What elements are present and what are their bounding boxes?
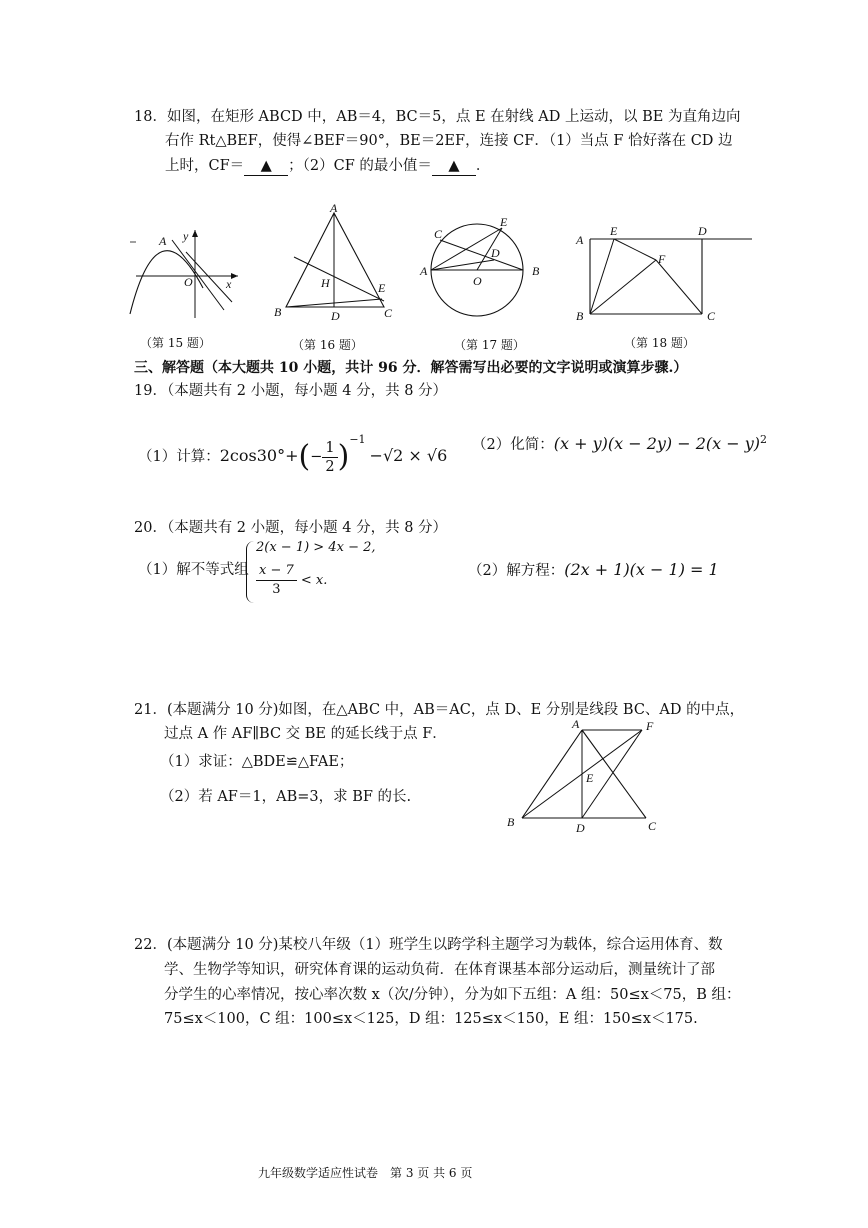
answer-blank-2: ▲ bbox=[432, 157, 476, 176]
f18-label-d: D bbox=[698, 224, 707, 238]
q18-line3-b: ；（2）CF 的最小值＝ bbox=[288, 158, 432, 174]
f16-label-c: C bbox=[384, 306, 393, 320]
caption-16: （第 16 题） bbox=[292, 338, 363, 352]
q20-part2-expr: (2x + 1)(x − 1) = 1 bbox=[564, 560, 719, 579]
q18-line3-a: 上时，CF＝ bbox=[165, 158, 245, 174]
f21-label-e: E bbox=[586, 771, 594, 785]
q19-paren-close: ) bbox=[337, 439, 350, 474]
f15-label-o: O bbox=[184, 275, 193, 289]
q20-part2 bbox=[468, 557, 719, 584]
q18-line3-c: ． bbox=[475, 158, 491, 174]
f18-label-c: C bbox=[707, 309, 716, 323]
f17-label-o: O bbox=[473, 274, 482, 288]
figure-21 bbox=[502, 718, 670, 836]
f18-label-b: B bbox=[576, 309, 584, 323]
q20-ineq2: $\frac{x - 7}{3}$ < x. bbox=[256, 562, 327, 599]
figure-15 bbox=[128, 222, 240, 322]
q19-part2 bbox=[472, 427, 767, 458]
f18-label-e: E bbox=[610, 224, 618, 238]
answer-blank-1: ▲ bbox=[244, 157, 288, 176]
q20-part2-label: （2）解方程： bbox=[468, 563, 565, 579]
f15-label-a: A bbox=[159, 234, 167, 248]
section-3-heading: 三、解答题（本大题共 10 小题，共计 96 分．解答需写出必要的文字说明或演算步骤.） bbox=[134, 360, 688, 376]
figure-18 bbox=[570, 222, 754, 326]
q18-line2: 右作 Rt△BEF，使得∠BEF＝90°，BE＝2EF，连接 CF．（1）当点 F 恰好落在 CD 边 bbox=[165, 133, 733, 149]
q20-part1-label: （1）解不等式组 bbox=[138, 562, 249, 578]
q19-part2-exponent: 2 bbox=[760, 433, 768, 446]
f21-label-a: A bbox=[572, 718, 580, 731]
f15-label-x: x bbox=[226, 277, 232, 291]
f18-label-a: A bbox=[576, 233, 584, 247]
q19-part1-label: （1）计算： bbox=[138, 449, 220, 465]
f16-label-h: H bbox=[321, 276, 330, 290]
f21-label-b: B bbox=[507, 815, 515, 829]
f21-label-f: F bbox=[646, 719, 654, 733]
q19-part2-expr: (x + y)(x − 2y) − 2(x − y) bbox=[553, 433, 761, 453]
f17-label-d: D bbox=[491, 246, 500, 260]
q18-line1: 18．如图，在矩形 ABCD 中，AB＝4，BC＝5，点 E 在射线 AD 上运动，以 BE 为直角边向 bbox=[134, 109, 741, 125]
f15-label-y: y bbox=[183, 229, 189, 243]
figure-17 bbox=[418, 212, 546, 324]
q22-line2: 学、生物学等知识，研究体育课的运动负荷．在体育课基本部分运动后，测量统计了部 bbox=[164, 962, 715, 978]
q21-part2: （2）若 AF＝1，AB=3，求 BF 的长. bbox=[160, 789, 412, 805]
f17-label-c: C bbox=[434, 227, 443, 241]
page-footer: 九年级数学适应性试卷 第 3 页 共 6 页 bbox=[258, 1166, 473, 1180]
q19-paren-open: ( bbox=[298, 439, 311, 474]
figure-16 bbox=[270, 203, 398, 321]
f17-label-b: B bbox=[532, 264, 540, 278]
q21-line2: 过点 A 作 AF∥BC 交 BE 的延长线于点 F． bbox=[164, 726, 447, 742]
q20-heading: 20．（本题共有 2 小题，每小题 4 分，共 8 分） bbox=[134, 520, 448, 536]
f16-label-e: E bbox=[378, 281, 386, 295]
f16-label-b: B bbox=[274, 305, 282, 319]
f16-label-a: A bbox=[330, 203, 338, 215]
q19-heading: 19．（本题共有 2 小题，每小题 4 分，共 8 分） bbox=[134, 383, 448, 399]
f21-label-c: C bbox=[648, 819, 657, 833]
q19-part2-label: （2）化简： bbox=[472, 436, 554, 453]
f17-label-a: A bbox=[420, 264, 428, 278]
q22-line3: 分学生的心率情况，按心率次数 x（次/分钟），分为如下五组：A 组：50≤x＜75，B 组： bbox=[164, 987, 741, 1003]
q19-fraction: $\frac{1}{2}$ bbox=[322, 439, 337, 476]
q19-part1-term-b: −√2 × √6 bbox=[369, 446, 448, 465]
caption-17: （第 17 题） bbox=[454, 338, 525, 352]
f16-label-d: D bbox=[331, 309, 340, 321]
q21-part1: （1）求证：△BDE≌△FAE； bbox=[160, 754, 354, 770]
f21-label-d: D bbox=[576, 821, 585, 835]
caption-15: （第 15 题） bbox=[140, 336, 211, 350]
q19-part1: （1）计算：2cos30°+(− $\frac{1}{2}$ )$^{-1}$−√2 × √6 bbox=[138, 433, 448, 475]
q19-part1-term-a: 2cos30°+ bbox=[219, 446, 299, 465]
f18-label-f: F bbox=[658, 252, 666, 266]
f17-label-e: E bbox=[500, 215, 508, 229]
q22-line1: 22．(本题满分 10 分)某校八年级（1）班学生以跨学科主题学习为载体，综合运用体育、数 bbox=[134, 937, 723, 953]
q21-line1: 21．(本题满分 10 分)如图，在△ABC 中，AB＝AC，点 D、E 分别是线段 BC、AD 的中点， bbox=[134, 702, 745, 718]
q20-ineq1: 2(x − 1) > 4x − 2, bbox=[256, 540, 376, 555]
q22-line4: 75≤x＜100，C 组：100≤x＜125，D 组：125≤x＜150，E 组：150≤x＜175. bbox=[164, 1011, 698, 1027]
caption-18: （第 18 题） bbox=[624, 336, 695, 350]
q19-exponent: −1 bbox=[349, 433, 366, 446]
q18-line3 bbox=[165, 153, 490, 179]
